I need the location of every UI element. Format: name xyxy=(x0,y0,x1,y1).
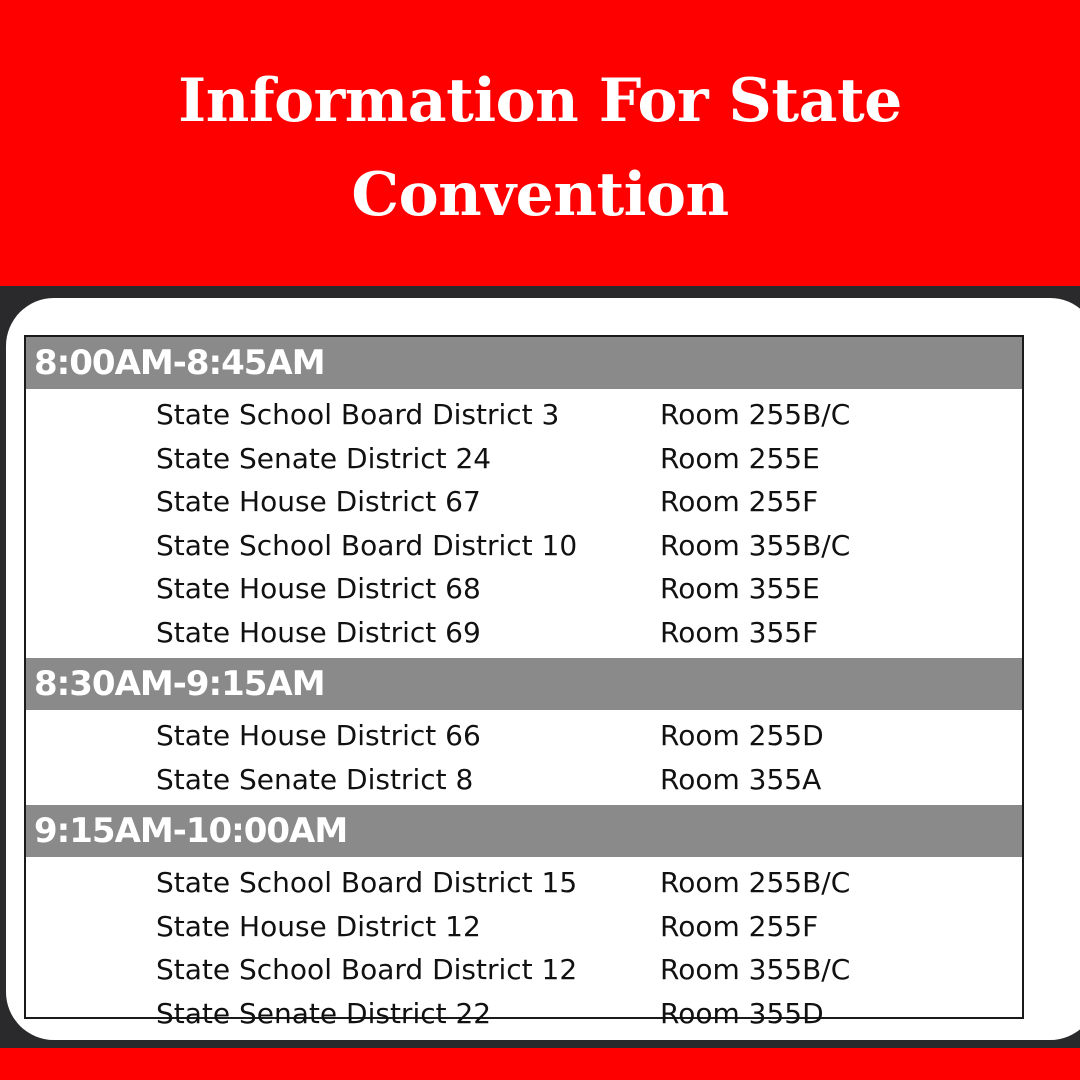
time-slot xyxy=(26,658,1022,805)
district-name: State House District 67 xyxy=(156,485,481,518)
schedule-row xyxy=(26,524,1022,568)
schedule-row xyxy=(26,948,1022,992)
schedule-row xyxy=(26,393,1022,437)
room-number: Room 255B/C xyxy=(660,866,851,899)
schedule-row xyxy=(26,714,1022,758)
time-slot-header: 9:15AM-10:00AM xyxy=(26,805,1022,857)
schedule-row xyxy=(26,758,1022,802)
district-name: State Senate District 8 xyxy=(156,762,474,796)
district-name: State School Board District 10 xyxy=(156,528,578,562)
schedule-row xyxy=(26,567,1022,611)
district-name: State School Board District 3 xyxy=(156,398,560,431)
district-name: State House District 12 xyxy=(156,909,481,943)
room-number: Room 255F xyxy=(660,485,819,518)
room-number: Room 355E xyxy=(660,572,820,605)
schedule-row xyxy=(26,905,1022,949)
time-slot-header: 8:00AM-8:45AM xyxy=(26,337,1022,389)
district-name: State School Board District 15 xyxy=(156,866,578,899)
schedule-row xyxy=(26,992,1022,1036)
time-slot xyxy=(26,337,1022,658)
room-number: Room 355D xyxy=(660,996,824,1030)
room-number: Room 255E xyxy=(660,441,820,475)
title-line-1: Information For State xyxy=(178,66,902,136)
bottom-red-band xyxy=(0,1048,1080,1080)
district-name: State Senate District 24 xyxy=(156,441,492,475)
schedule-table xyxy=(24,335,1024,1030)
district-name: State Senate District 22 xyxy=(156,996,492,1030)
room-number: Room 255D xyxy=(660,719,824,752)
schedule-row xyxy=(26,480,1022,524)
schedule-row xyxy=(26,611,1022,655)
district-name: State House District 68 xyxy=(156,572,481,605)
district-name: State House District 66 xyxy=(156,719,481,752)
title-line-2: Convention xyxy=(351,160,729,230)
district-name: State House District 69 xyxy=(156,615,481,649)
room-number: Room 255F xyxy=(660,909,819,943)
page-title xyxy=(0,54,1080,242)
room-number: Room 355B/C xyxy=(660,528,851,562)
room-number: Room 355F xyxy=(660,615,819,649)
room-number: Room 255B/C xyxy=(660,398,851,431)
district-name: State School Board District 12 xyxy=(156,953,578,986)
schedule-row xyxy=(26,861,1022,905)
room-number: Room 355A xyxy=(660,762,822,796)
schedule-row xyxy=(26,437,1022,481)
room-number: Room 355B/C xyxy=(660,953,851,986)
time-slot xyxy=(26,805,1022,1039)
time-slot-header: 8:30AM-9:15AM xyxy=(26,658,1022,710)
